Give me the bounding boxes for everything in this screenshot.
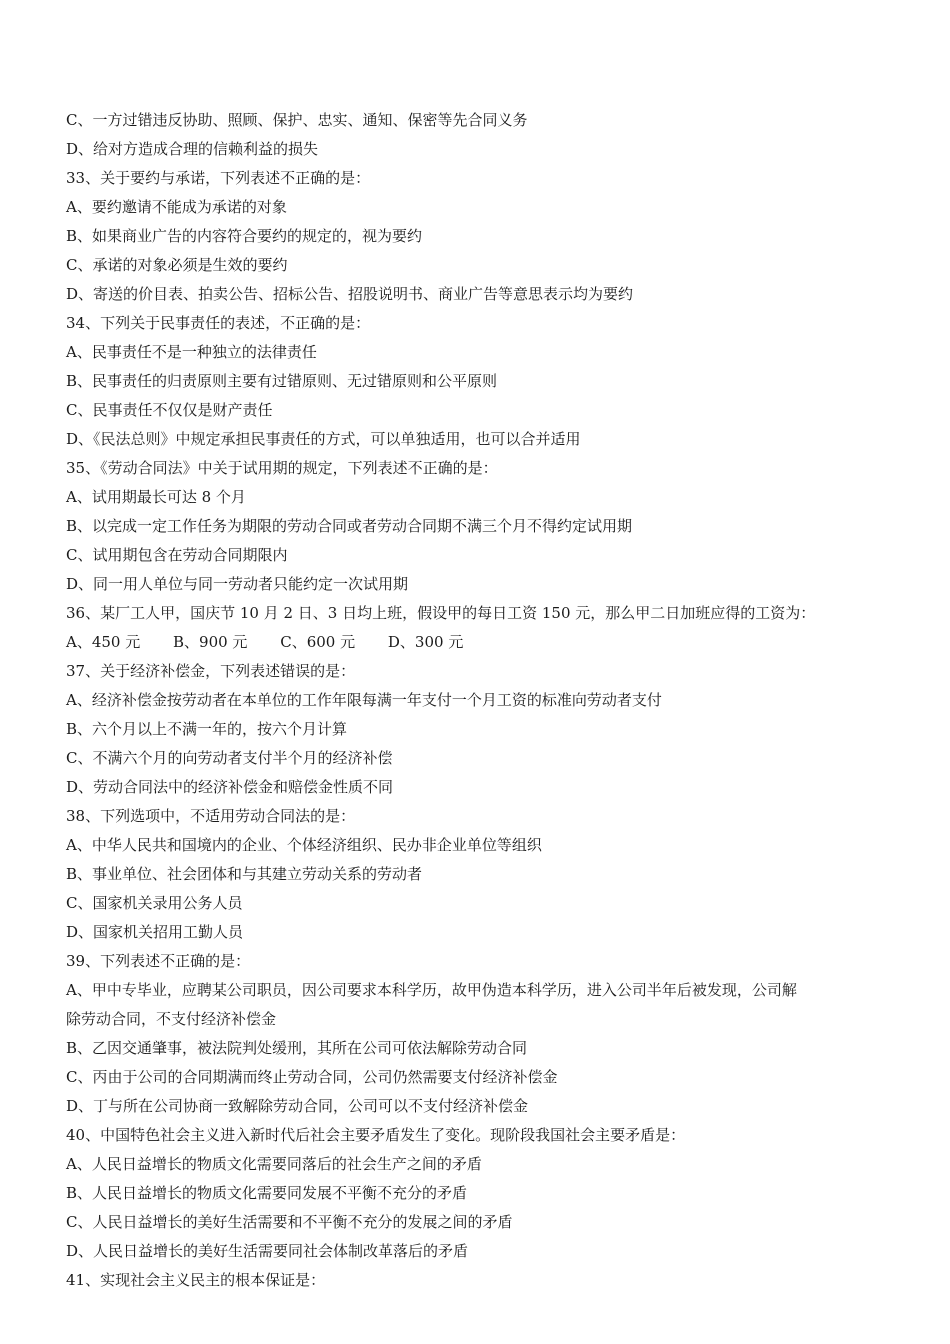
question-line: 39、下列表述不正确的是： xyxy=(66,952,251,970)
option-line-wrapped-1: A、甲中专毕业，应聘某公司职员，因公司要求本科学历，故甲伪造本科学历，进入公司半年后被发现，公司解 xyxy=(66,981,797,999)
option-line: D、同一用人单位与同一劳动者只能约定一次试用期 xyxy=(66,575,409,593)
option-c: C、600 元 xyxy=(280,633,356,651)
option-line: D、劳动合同法中的经济补偿金和赔偿金性质不同 xyxy=(66,778,394,796)
option-line: C、试用期包含在劳动合同期限内 xyxy=(66,546,288,564)
option-d: D、300 元 xyxy=(387,633,464,651)
question-line: 35、《劳动合同法》中关于试用期的规定，下列表述不正确的是： xyxy=(66,459,498,477)
question-line: 33、关于要约与承诺，下列表述不正确的是： xyxy=(66,169,371,187)
option-line: C、人民日益增长的美好生活需要和不平衡不充分的发展之间的矛盾 xyxy=(66,1213,513,1231)
option-line: A、民事责任不是一种独立的法律责任 xyxy=(66,343,317,361)
option-line: D、给对方造成合理的信赖利益的损失 xyxy=(66,140,319,158)
q36-options xyxy=(66,628,886,657)
question-line: 37、关于经济补偿金，下列表述错误的是： xyxy=(66,662,356,680)
option-line-wrapped-2: 除劳动合同，不支付经济补偿金 xyxy=(66,1010,277,1028)
option-line: A、试用期最长可达 8 个月 xyxy=(66,488,246,506)
option-line: C、不满六个月的向劳动者支付半个月的经济补偿 xyxy=(66,749,393,767)
option-line: B、六个月以上不满一年的，按六个月计算 xyxy=(66,720,348,738)
option-line: A、要约邀请不能成为承诺的对象 xyxy=(66,198,287,216)
option-line: B、事业单位、社会团体和与其建立劳动关系的劳动者 xyxy=(66,865,423,883)
option-a: A、450 元 xyxy=(66,633,141,651)
question-line: 40、中国特色社会主义进入新时代后社会主要矛盾发生了变化。现阶段我国社会主要矛盾是： xyxy=(66,1126,686,1144)
option-line: D、人民日益增长的美好生活需要同社会体制改革落后的矛盾 xyxy=(66,1242,469,1260)
option-line: A、中华人民共和国境内的企业、个体经济组织、民办非企业单位等组织 xyxy=(66,836,542,854)
question-line: 38、下列选项中，不适用劳动合同法的是： xyxy=(66,807,356,825)
option-line: B、人民日益增长的物质文化需要同发展不平衡不充分的矛盾 xyxy=(66,1184,468,1202)
option-line: C、国家机关录用公务人员 xyxy=(66,894,243,912)
option-line: C、民事责任不仅仅是财产责任 xyxy=(66,401,273,419)
option-line: B、以完成一定工作任务为期限的劳动合同或者劳动合同期不满三个月不得约定试用期 xyxy=(66,517,633,535)
question-line: 41、实现社会主义民主的根本保证是： xyxy=(66,1271,326,1289)
option-line: B、乙因交通肇事，被法院判处缓刑，其所在公司可依法解除劳动合同 xyxy=(66,1039,528,1057)
option-line: A、经济补偿金按劳动者在本单位的工作年限每满一年支付一个月工资的标准向劳动者支付 xyxy=(66,691,662,709)
option-line: B、民事责任的归责原则主要有过错原则、无过错原则和公平原则 xyxy=(66,372,498,390)
option-line: C、承诺的对象必须是生效的要约 xyxy=(66,256,288,274)
option-line: D、国家机关招用工勤人员 xyxy=(66,923,244,941)
document-page xyxy=(66,106,886,1295)
option-b: B、900 元 xyxy=(173,633,248,651)
option-line: C、一方过错违反协助、照顾、保护、忠实、通知、保密等先合同义务 xyxy=(66,111,528,129)
option-line: D、丁与所在公司协商一致解除劳动合同，公司可以不支付经济补偿金 xyxy=(66,1097,529,1115)
question-line: 36、某厂工人甲，国庆节 10 月 2 日、3 日均上班，假设甲的每日工资 150 元，那么甲二日加班应得的工资为： xyxy=(66,604,816,622)
option-line: D、《民法总则》中规定承担民事责任的方式，可以单独适用，也可以合并适用 xyxy=(66,430,581,448)
option-line: D、寄送的价目表、拍卖公告、招标公告、招股说明书、商业广告等意思表示均为要约 xyxy=(66,285,634,303)
option-line: B、如果商业广告的内容符合要约的规定的，视为要约 xyxy=(66,227,423,245)
option-line: C、丙由于公司的合同期满而终止劳动合同，公司仍然需要支付经济补偿金 xyxy=(66,1068,558,1086)
question-line: 34、下列关于民事责任的表述，不正确的是： xyxy=(66,314,371,332)
option-line: A、人民日益增长的物质文化需要同落后的社会生产之间的矛盾 xyxy=(66,1155,482,1173)
